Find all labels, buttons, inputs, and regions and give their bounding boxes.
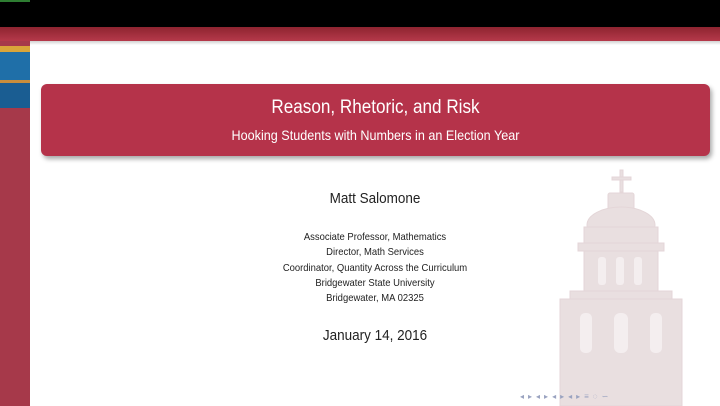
sidebar-block-blue — [0, 52, 30, 80]
sidebar-block-blue-2 — [0, 83, 30, 108]
header-bar — [0, 0, 720, 27]
presentation-title: Reason, Rhetoric, and Risk — [271, 97, 480, 118]
header-accent — [0, 0, 30, 2]
affiliation-line: Director, Math Services — [326, 246, 424, 259]
nav-section-back-icon[interactable]: ◂ — [568, 391, 573, 401]
title-block — [41, 84, 710, 156]
nav-section-forward-icon[interactable]: ▸ — [576, 391, 581, 401]
nav-subsection-forward-icon[interactable]: ▸ — [560, 391, 565, 401]
nav-zoom-icon[interactable]: ∽ — [601, 391, 609, 401]
nav-prev-icon[interactable]: ▸ — [528, 391, 533, 401]
header-stripe — [0, 27, 720, 41]
affiliation-block — [65, 230, 686, 306]
nav-frame-back-icon[interactable]: ◂ — [536, 391, 541, 401]
nav-first-icon[interactable]: ◂ — [520, 391, 525, 401]
affiliation-line: Bridgewater State University — [315, 276, 435, 289]
nav-search-icon[interactable]: ◌ — [592, 391, 598, 401]
nav-frame-forward-icon[interactable]: ▸ — [544, 391, 549, 401]
beamer-navigation — [520, 390, 710, 402]
affiliation-line: Associate Professor, Mathematics — [303, 231, 447, 243]
nav-subsection-back-icon[interactable]: ◂ — [552, 391, 557, 401]
header-shadow — [0, 41, 720, 45]
author-name: Matt Salomone — [329, 190, 421, 207]
affiliation-line: Bridgewater, MA 02325 — [326, 292, 424, 305]
affiliation-line: Coordinator, Quantity Across the Curriculum — [282, 261, 468, 274]
nav-menu-icon[interactable]: ≡ — [584, 391, 589, 401]
presentation-date: January 14, 2016 — [322, 327, 428, 344]
presentation-subtitle: Hooking Students with Numbers in an Election Year — [231, 127, 520, 143]
